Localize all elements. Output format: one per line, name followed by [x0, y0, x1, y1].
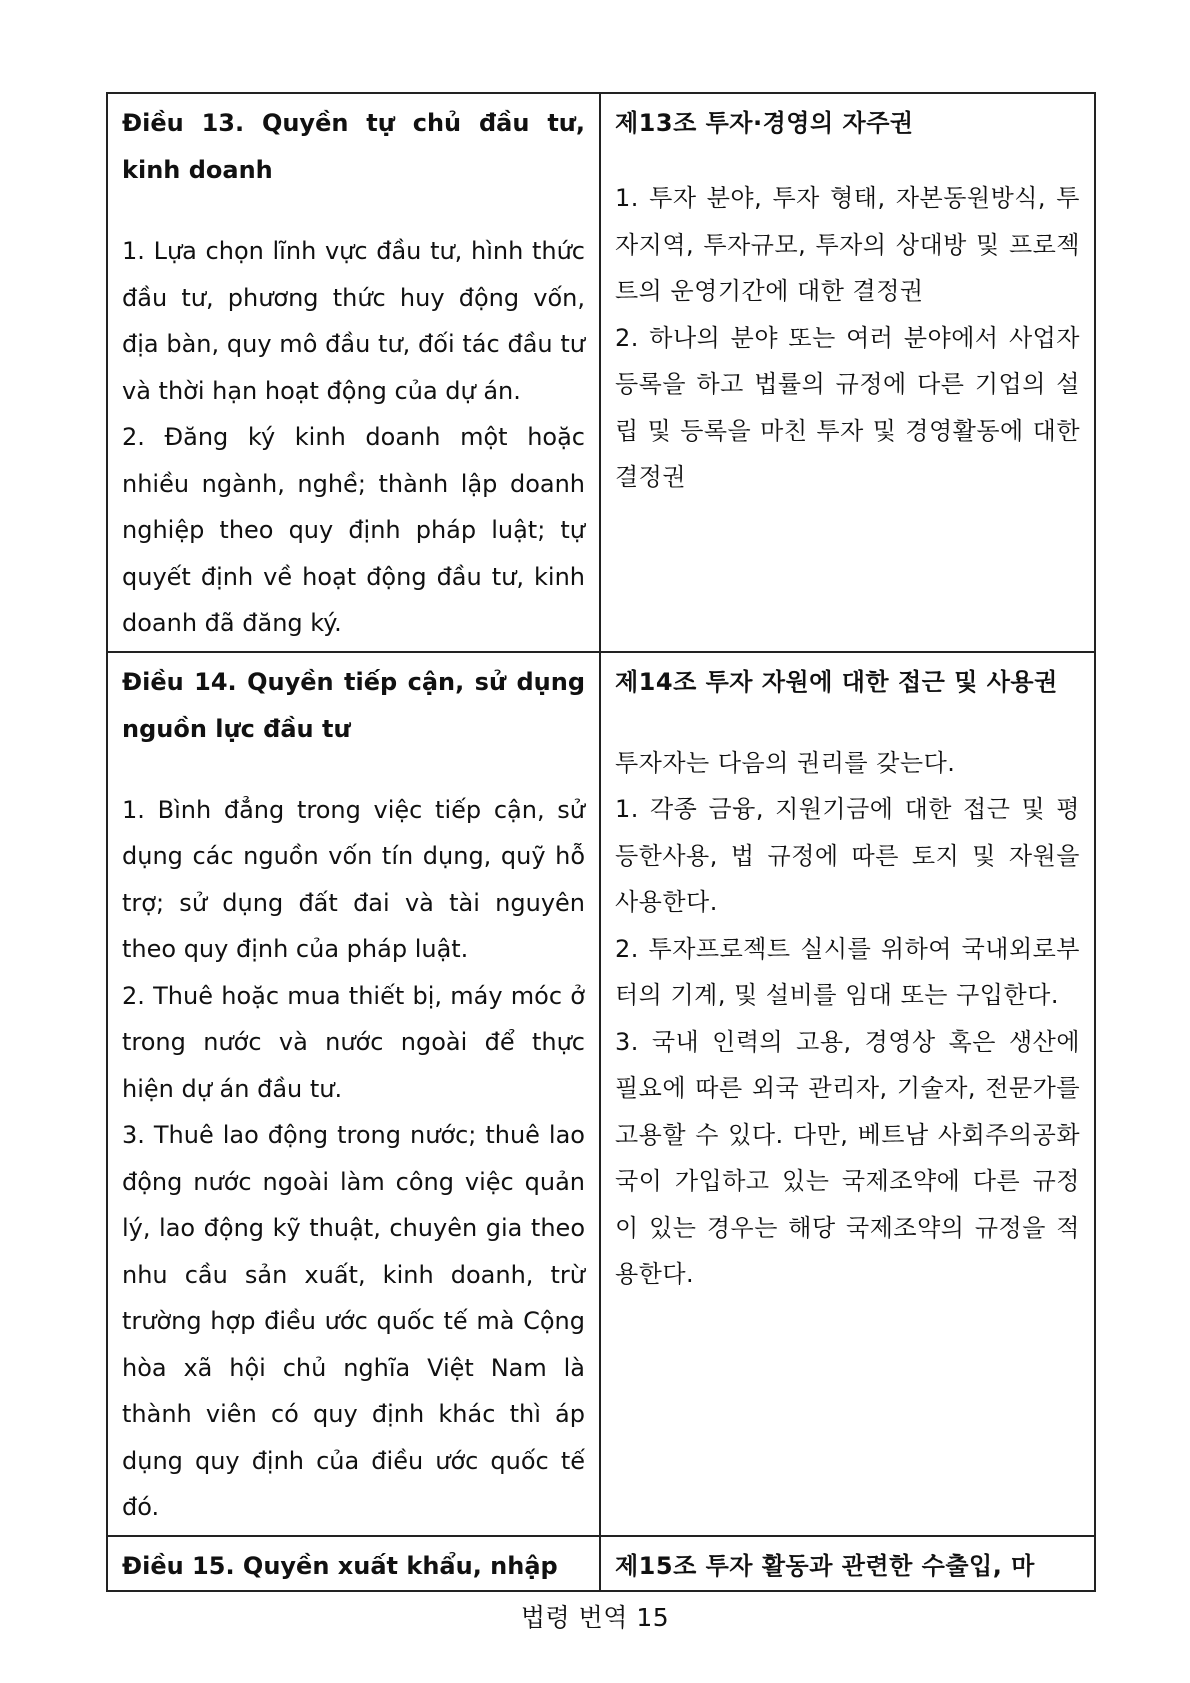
vietnamese-cell	[107, 1536, 600, 1591]
vietnamese-cell	[107, 93, 600, 652]
korean-cell	[600, 93, 1095, 652]
article-heading: Điều 15. Quyền xuất khẩu, nhập	[122, 1551, 558, 1580]
vietnamese-cell	[107, 652, 600, 1536]
article-paragraph: 2. 하나의 분야 또는 여러 분야에서 사업자 등록을 하고 법률의 규정에 다른 기업의 설립 및 등록을 마친 투자 및 경영활동에 대한 결정권	[615, 323, 1080, 491]
article-paragraph: 투자자는 다음의 권리를 갖는다.	[615, 748, 956, 777]
article-heading: 제14조 투자 자원에 대한 접근 및 사용권	[615, 667, 1058, 696]
article-paragraph: 2. Thuê hoặc mua thiết bị, máy móc ở trong nước và nước ngoài để thực hiện dự án đầu tư.	[122, 981, 585, 1103]
table-row	[107, 93, 1095, 652]
table-row	[107, 652, 1095, 1536]
article-heading: Điều 13. Quyền tự chủ đầu tư, kinh doanh	[122, 109, 585, 184]
article-paragraph: 2. Đăng ký kinh doanh một hoặc nhiều ngành, nghề; thành lập doanh nghiệp theo quy định pháp luật; tự quyết định về hoạt động đầu tư, kinh doanh đã đăng ký.	[122, 423, 585, 637]
korean-cell	[600, 652, 1095, 1536]
article-paragraph: 1. 투자 분야, 투자 형태, 자본동원방식, 투자지역, 투자규모, 투자의 상대방 및 프로젝트의 운영기간에 대한 결정권	[615, 184, 1080, 305]
article-heading: Điều 14. Quyền tiếp cận, sử dụng nguồn lực đầu tư	[122, 667, 585, 743]
article-paragraph: 1. 각종 금융, 지원기금에 대한 접근 및 평등한사용, 법 규정에 따른 토지 및 자원을 사용한다.	[615, 795, 1080, 916]
bilingual-law-table	[106, 92, 1096, 1592]
article-paragraph: 3. 국내 인력의 고용, 경영상 혹은 생산에 필요에 따른 외국 관리자, 기술자, 전문가를 고용할 수 있다. 다만, 베트남 사회주의공화국이 가입하고 있는 국제조약에 다른 규정이 있는 경우는 해당 국제조약의 규정을 적용한다.	[615, 1027, 1080, 1288]
article-paragraph: 2. 투자프로젝트 실시를 위하여 국내외로부터의 기계, 및 설비를 임대 또는 구입한다.	[615, 934, 1080, 1009]
article-paragraph: 1. Lựa chọn lĩnh vực đầu tư, hình thức đầu tư, phương thức huy động vốn, địa bàn, quy mô đầu tư, đối tác đầu tư và thời hạn hoạt động của dự án.	[122, 237, 585, 405]
article-heading: 제15조 투자 활동과 관련한 수출입, 마	[615, 1551, 1035, 1580]
article-paragraph: 3. Thuê lao động trong nước; thuê lao động nước ngoài làm công việc quản lý, lao động kỹ thuật, chuyên gia theo nhu cầu sản xuất, kinh doanh, trừ trường hợp điều ước quốc tế mà Cộng hòa xã hội chủ nghĩa Việt Nam là thành viên có quy định khác thì áp dụng quy định của điều ước quốc tế đó.	[122, 1121, 585, 1521]
korean-cell	[600, 1536, 1095, 1591]
page-footer: 법령 번역 15	[520, 1603, 670, 1632]
table-row	[107, 1536, 1095, 1591]
article-heading: 제13조 투자·경영의 자주권	[615, 109, 914, 137]
article-paragraph: 1. Bình đẳng trong việc tiếp cận, sử dụng các nguồn vốn tín dụng, quỹ hỗ trợ; sử dụng đất đai và tài nguyên theo quy định của pháp luật.	[122, 795, 585, 963]
